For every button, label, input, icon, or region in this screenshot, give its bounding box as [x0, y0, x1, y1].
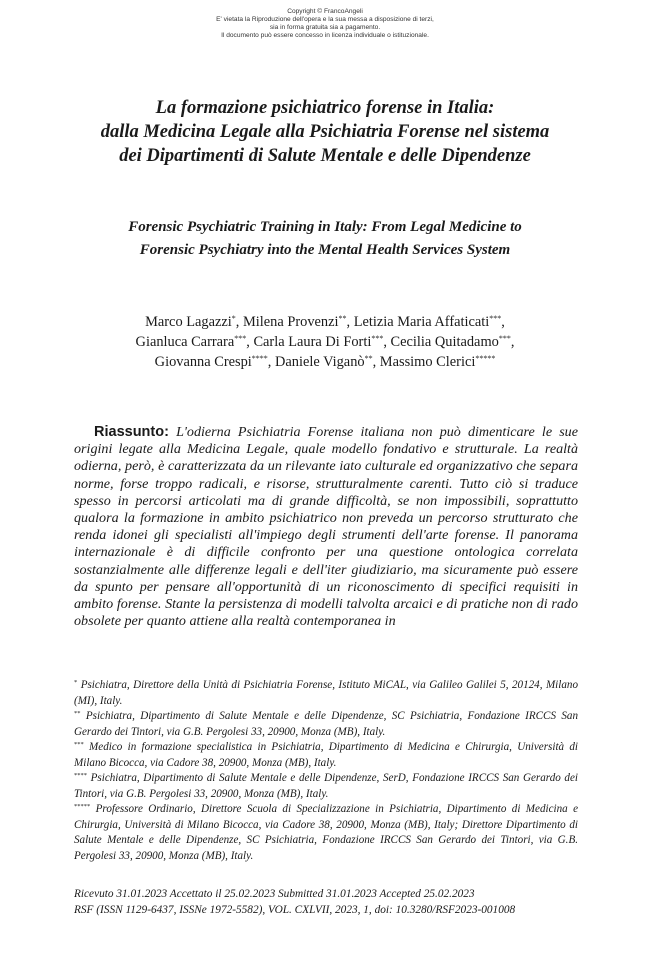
- author-name: Letizia Maria Affaticati: [353, 314, 490, 330]
- author-affiliation-mark: ***: [489, 314, 502, 323]
- footnote-mark: **: [74, 710, 81, 717]
- footnote-text: Psichiatra, Direttore della Unità di Psichiatria Forense, Istituto MiCAL, via Galileo Galilei 5, 20124, Milano (MI), Italy.: [74, 679, 578, 707]
- author-name: Gianluca Carrara: [135, 334, 235, 350]
- author-affiliation-mark: **: [364, 354, 373, 363]
- footnote-text: Medico in formazione specialistica in Psichiatria, Dipartimento di Medicina e Chirurgia, Università di Milano Bicocca, via Cadore 38, 20900, Monza (MB), Italy.: [74, 741, 578, 769]
- english-title-line: Forensic Psychiatric Training in Italy: From Legal Medicine to: [128, 219, 522, 235]
- copyright-line: Il documento può essere concesso in licenza individuale o istituzionale.: [221, 31, 429, 39]
- author-affiliation-mark: **: [338, 314, 347, 323]
- footnote-text: Psichiatra, Dipartimento di Salute Mentale e delle Dipendenze, SerD, Fondazione IRCCS San Gerardo dei Tintori, via G.B. Pergolesi 33, 20900, Monza (MB), Italy.: [74, 772, 578, 800]
- italian-title-line: dei Dipartimenti di Salute Mentale e delle Dipendenze: [119, 146, 531, 166]
- submission-dates: Ricevuto 31.01.2023 Accettato il 25.02.2023 Submitted 31.01.2023 Accepted 25.02.2023: [74, 888, 475, 900]
- author-name: Marco Lagazzi: [145, 314, 232, 330]
- author-name: Cecilia Quitadamo: [390, 334, 499, 350]
- footnote: [74, 802, 578, 864]
- copyright-line: sia in forma gratuita sia a pagamento.: [269, 23, 381, 31]
- author-affiliation-mark: ***: [371, 334, 384, 343]
- english-title: [50, 216, 600, 261]
- author-line: [70, 352, 580, 372]
- italian-title-line: dalla Medicina Legale alla Psichiatria Forense nel sistema: [100, 122, 550, 142]
- english-title-line: Forensic Psychiatry into the Mental Health Services System: [139, 241, 511, 258]
- author-name: Massimo Clerici: [379, 354, 476, 370]
- footnote-text: Psichiatra, Dipartimento di Salute Mentale e delle Dipendenze, SC Psichiatria, Fondazione IRCCS San Gerardo dei Tintori, via G.B. Pergolesi 33, 20900, Monza (MB), Italy.: [74, 710, 578, 738]
- author-affiliation-mark: ***: [498, 334, 511, 343]
- publication-footer: [74, 886, 594, 918]
- abstract-text: L'odierna Psichiatria Forense italiana non può dimenticare le sue origini legate alla Medicina Legale, quale modello fondativo e strutturale. La realtà odierna, però, è caratterizzata da un rilevante iato culturale ed organizzativo che separa norme, forse troppo radicali, e risorse, strutturalmente carenti. Tutto ciò si traduce spesso in percorsi articolati ma di grande difficoltà, se non impossibili, soprattutto qualora la formazione in ambito psichiatrico non preveda un percorso strutturato che renda idonei gli specialisti all'impiego degli strumenti dell'arte forense. Il panorama internazionale è di difficile confronto per una questione ontologica correlata sostanzialmente alle differenze legali e dell'iter giudiziario, ma sicuramente può essere da spunto per pensare all'opportunità di un riconoscimento di specifici requisiti in ambito forense. Stante la persistenza di modelli talvolta arcaici e di pratiche non di rado obsolete per quanto attiene alla realtà contemporanea in: [74, 424, 578, 630]
- italian-title-line: La formazione psichiatrico forense in Italia:: [155, 98, 495, 118]
- author-affiliation-mark: ***: [234, 334, 247, 343]
- author-separator: ,: [372, 354, 380, 370]
- author-name: Milena Provenzi: [242, 314, 339, 330]
- author-affiliation-mark: *****: [475, 354, 496, 363]
- author-affiliation-mark: *: [231, 314, 236, 323]
- author-separator: ,: [235, 314, 243, 330]
- author-affiliation-mark: ****: [251, 354, 268, 363]
- copyright-line: E' vietata la Riproduzione dell'opera e la sua messa a disposizione di terzi,: [216, 15, 434, 23]
- copyright-notice: [0, 8, 650, 40]
- author-name: Daniele Viganò: [275, 354, 365, 370]
- author-separator: ,: [246, 334, 254, 350]
- footnote-mark: ****: [74, 772, 87, 779]
- author-name: Giovanna Crespi: [154, 354, 252, 370]
- author-line: [70, 332, 580, 352]
- author-separator: ,: [346, 314, 354, 330]
- author-list: [70, 312, 580, 372]
- footnote: [74, 740, 578, 771]
- author-separator: ,: [510, 334, 515, 350]
- author-separator: ,: [383, 334, 391, 350]
- author-name: Carla Laura Di Forti: [253, 334, 372, 350]
- footnote-mark: *****: [74, 803, 91, 810]
- author-separator: ,: [267, 354, 275, 370]
- footnote-text: Professore Ordinario, Direttore Scuola di Specializzazione in Psichiatria, Dipartimento di Medicina e Chirurgia, Università di Milano Bicocca, via Cadore 38, 20900, Monza (MB), Italy; Direttore Dipartimento di Salute Mentale e delle Dipendenze, SC Psichiatria, Fondazione IRCCS San Gerardo dei Tintori, via G.B. Pergolesi 33, 20900, Monza (MB), Italy.: [74, 803, 578, 862]
- author-separator: ,: [501, 314, 505, 330]
- footnote-mark: ***: [74, 741, 84, 748]
- footnote: [74, 709, 578, 740]
- author-line: [70, 312, 580, 332]
- footnote: [74, 678, 578, 709]
- copyright-line: Copyright © FrancoAngeli: [287, 8, 363, 15]
- affiliation-footnotes: [74, 678, 578, 864]
- abstract: [74, 424, 578, 630]
- journal-citation: RSF (ISSN 1129-6437, ISSNe 1972-5582), VOL. CXLVII, 2023, 1, doi: 10.3280/RSF2023-001008: [74, 904, 516, 916]
- italian-title: [40, 96, 610, 168]
- footnote: [74, 771, 578, 802]
- abstract-label: Riassunto:: [94, 424, 169, 440]
- footnote-mark: *: [74, 679, 78, 686]
